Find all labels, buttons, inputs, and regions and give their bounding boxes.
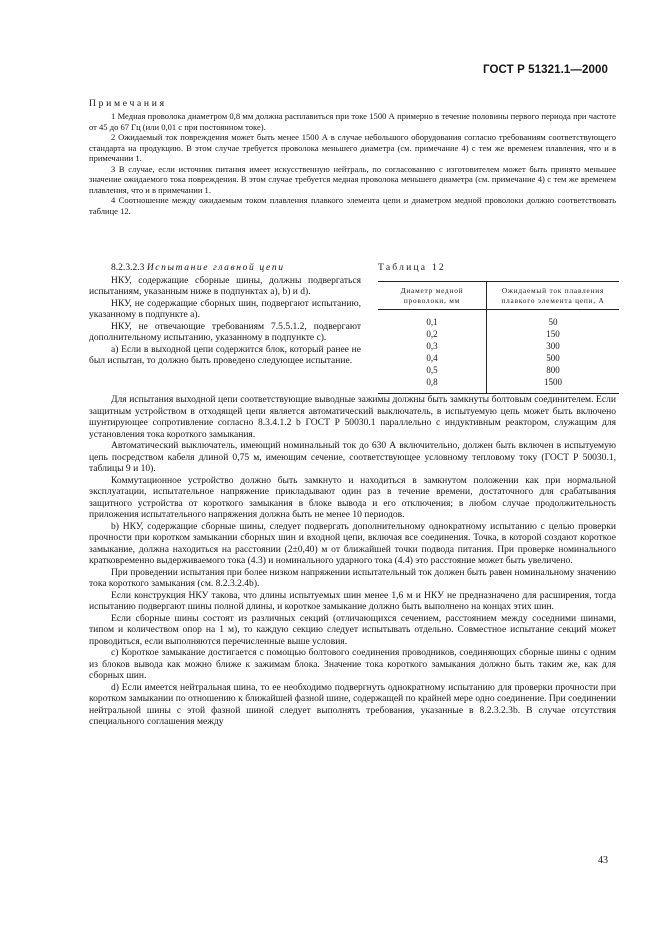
section-heading xyxy=(89,262,361,274)
section-paragraph-4: а) Если в выходной цепи содержится блок, который ранее не был испытан, то должно быть проведено следующее испытание. xyxy=(89,343,361,366)
table-cell-current: 300 xyxy=(546,341,560,352)
table-header-diameter: Диаметр медной проволоки, мм xyxy=(378,282,487,310)
table-cell-current: 1500 xyxy=(487,376,620,393)
section-left-column xyxy=(89,262,361,367)
body-paragraph: с) Короткое замыкание достигается с помощью болтового соединения проводников, соединяющих сборные шины с одним из блоков вывода как можно ближе к зажимам блока. Значение тока короткого замыкания должно быть таким же, как для сборных шин. xyxy=(89,647,616,681)
table-caption: Таблица 12 xyxy=(378,262,446,273)
standard-header: ГОСТ Р 51321.1—2000 xyxy=(483,64,608,76)
body-paragraph: Автоматический выключатель, имеющий номинальный ток до 630 А включительно, должен быть включен в испытуемую цепь посредством кабеля длиной 0,75 м, имеющим сечение, соответствующее условному тепловому току (ГОСТ Р 50030.1, таблицы 9 и 10). xyxy=(89,440,616,474)
table-row xyxy=(378,328,619,340)
table-cell-diameter: 0,2 xyxy=(378,328,487,340)
table-cell-current: 150 xyxy=(546,329,560,340)
section-paragraph-2: НКУ, не содержащие сборных шин, подвергают испытанию, указанному в подпункте а). xyxy=(89,297,361,320)
table-header-row xyxy=(378,282,619,310)
table-cell-current: 800 xyxy=(546,365,560,376)
body-paragraph: b) НКУ, содержащие сборные шины, следует подвергать дополнительному однократному испытанию с целью проверки прочности при коротком замыкании сборных шин и входной цепи, включая все соединения. Точка, в которой создают короткое замыкание, должна находиться на расстоянии (2±0,40) м от ближайшей точки подвода питания. При проверке номинального кратковременно выдерживаемого тока (4.3) и номинального ударного тока (4.4) это расстояние может быть увеличено. xyxy=(89,520,616,566)
table-row xyxy=(378,340,619,352)
table-cell-diameter: 0,5 xyxy=(378,364,487,376)
page-number: 43 xyxy=(598,855,608,866)
note-3: 3 В случае, если источник питания имеет искусственную нейтраль, по согласованию с изготовителем может быть принято меньшее значение ожидаемого тока повреждения. В этом случае требуется медная проволока меньшего диаметра (см. примечание 4) с тем же временем плавления, что и в примечании 1. xyxy=(89,163,616,195)
table-cell-diameter: 0,3 xyxy=(378,340,487,352)
notes-block xyxy=(89,98,616,216)
table-header-current: Ожидаемый ток плавления плавкого элемента цепи, А xyxy=(487,282,620,310)
section-paragraph-3: НКУ, не отвечающие требованиям 7.5.5.1.2, подвергают дополнительному испытанию, указанному в подпункте с). xyxy=(89,320,361,343)
section-title: Испытание главной цепи xyxy=(146,262,285,273)
table-row xyxy=(378,310,619,329)
note-4: 4 Соотношение между ожидаемым током плавления плавкого элемента цепи и диаметром медной проволоки должно соответствовать таблице 12. xyxy=(89,195,616,216)
note-1: 1 Медная проволока диаметром 0,8 мм должна расплавиться при токе 1500 А примерно в течение половины первого периода при частоте от 45 до 67 Гц (или 0,01 с при постоянном токе). xyxy=(89,111,616,132)
body-paragraph: Коммутационное устройство должно быть замкнуто и находиться в замкнутом положении как при нормальной эксплуатации, испытательное напряжение прикладывают один раз в течение времени, достаточного для срабатывания защитного устройства от короткого замыкания в блоке вывода и его отключения; в любом случае продолжительность приложения испытательного напряжения должна быть не менее 10 периодов. xyxy=(89,474,616,520)
table-12 xyxy=(378,281,619,394)
table-row xyxy=(378,352,619,364)
table-cell-current: 500 xyxy=(546,353,560,364)
body-text xyxy=(89,394,616,728)
table-row xyxy=(378,376,619,393)
body-paragraph: При проведении испытания при более низком напряжении испытательный ток должен быть равен номинальному значению тока короткого замыкания (см. 8.2.3.2.4b). xyxy=(89,566,616,589)
body-paragraph: d) Если имеется нейтральная шина, то ее необходимо подвергнуть однократному испытанию для проверки прочности при коротком замыкании по отношению к ближайшей фазной шине, содержащей по крайней мере одно соединение. При соединении нейтральной шины с этой фазной шиной следует выполнять требования, указанные в 8.2.3.2.3b. В случае отсутствия специального соглашения между xyxy=(89,681,616,727)
body-paragraph: Если конструкция НКУ такова, что длины испытуемых шин менее 1,6 м и НКУ не предназначено для расширения, тогда испытанию подвергают шины полной длины, и короткое замыкание должно быть выполнено на концах этих шин. xyxy=(89,589,616,612)
note-2: 2 Ожидаемый ток повреждения может быть менее 1500 А в случае небольшого оборудования согласно требованиям соответствующего стандарта на продукцию. В этом случае требуется проволока меньшего диаметра (см. примечание 4) с тем же временем плавления, что и в примечании 1. xyxy=(89,132,616,163)
table-cell-diameter: 0,4 xyxy=(378,352,487,364)
section-number: 8.2.3.2.3 xyxy=(111,262,145,273)
table-cell-current: 50 xyxy=(548,317,558,327)
table-cell-diameter: 0,1 xyxy=(378,310,487,329)
table-row xyxy=(378,364,619,376)
body-paragraph: Если сборные шины состоят из различных секций (отличающихся сечением, расстоянием между соседними шинами, типом и количеством опор на 1 м), то каждую секцию следует испытывать отдельно. Совместное испытание секций может проводиться, если выполняются перечисленные выше условия. xyxy=(89,612,616,647)
table-cell-diameter: 0,8 xyxy=(378,376,487,393)
body-paragraph: Для испытания выходной цепи соответствующие выводные зажимы должны быть замкнуты болтовым соединителем. Если защитным устройством в отходящей цепи является автоматический выключатель, в испытуемую цепь может быть включено шунтирующее сопротивление согласно 8.3.4.1.2 b ГОСТ Р 50030.1 параллельно с индуктивным реактором, служащим для установления тока короткого замыкания. xyxy=(89,394,616,440)
notes-title: Примечания xyxy=(89,98,167,109)
section-paragraph-1: НКУ, содержащие сборные шины, должны подвергаться испытаниям, указанным ниже в подпунктах а), b) и d). xyxy=(89,274,361,297)
